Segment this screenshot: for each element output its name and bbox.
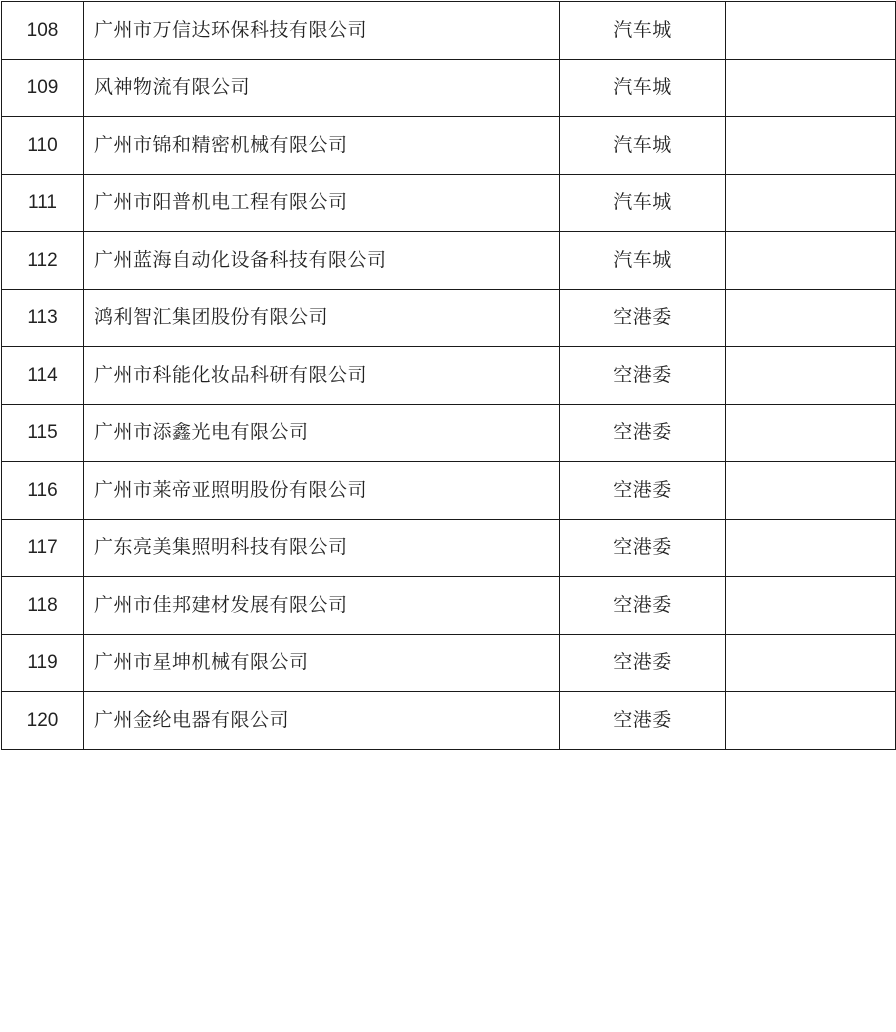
row-number: 110 — [2, 117, 84, 175]
table-row — [2, 59, 896, 117]
note-cell — [726, 347, 896, 405]
table-row — [2, 289, 896, 347]
note-cell — [726, 59, 896, 117]
row-number: 120 — [2, 692, 84, 750]
region: 空港委 — [560, 577, 726, 635]
region: 空港委 — [560, 289, 726, 347]
company-name: 广州市阳普机电工程有限公司 — [84, 174, 560, 232]
note-cell — [726, 289, 896, 347]
company-name: 广州金纶电器有限公司 — [84, 692, 560, 750]
row-number: 116 — [2, 462, 84, 520]
note-cell — [726, 2, 896, 60]
company-list-table — [1, 1, 896, 750]
note-cell — [726, 577, 896, 635]
table-row — [2, 347, 896, 405]
company-name: 风神物流有限公司 — [84, 59, 560, 117]
row-number: 113 — [2, 289, 84, 347]
row-number: 108 — [2, 2, 84, 60]
region: 汽车城 — [560, 59, 726, 117]
company-name: 广州市佳邦建材发展有限公司 — [84, 577, 560, 635]
company-name: 广州市添鑫光电有限公司 — [84, 404, 560, 462]
note-cell — [726, 404, 896, 462]
row-number: 112 — [2, 232, 84, 290]
note-cell — [726, 117, 896, 175]
row-number: 117 — [2, 519, 84, 577]
table-row — [2, 2, 896, 60]
note-cell — [726, 692, 896, 750]
region: 汽车城 — [560, 117, 726, 175]
table-row — [2, 174, 896, 232]
company-name: 广州市万信达环保科技有限公司 — [84, 2, 560, 60]
table-row — [2, 232, 896, 290]
region: 空港委 — [560, 692, 726, 750]
table-row — [2, 634, 896, 692]
company-list-body — [2, 2, 896, 750]
table-row — [2, 404, 896, 462]
region: 空港委 — [560, 347, 726, 405]
table-row — [2, 462, 896, 520]
company-name: 广州市莱帝亚照明股份有限公司 — [84, 462, 560, 520]
region: 空港委 — [560, 519, 726, 577]
region: 空港委 — [560, 404, 726, 462]
table-row — [2, 692, 896, 750]
region: 汽车城 — [560, 2, 726, 60]
table-row — [2, 519, 896, 577]
company-name: 广州市科能化妆品科研有限公司 — [84, 347, 560, 405]
region: 空港委 — [560, 462, 726, 520]
row-number: 115 — [2, 404, 84, 462]
row-number: 109 — [2, 59, 84, 117]
row-number: 114 — [2, 347, 84, 405]
table-row — [2, 577, 896, 635]
row-number: 119 — [2, 634, 84, 692]
row-number: 111 — [2, 174, 84, 232]
company-name: 广州市锦和精密机械有限公司 — [84, 117, 560, 175]
company-name: 鸿利智汇集团股份有限公司 — [84, 289, 560, 347]
company-name: 广东亮美集照明科技有限公司 — [84, 519, 560, 577]
note-cell — [726, 462, 896, 520]
note-cell — [726, 174, 896, 232]
region: 汽车城 — [560, 174, 726, 232]
note-cell — [726, 232, 896, 290]
company-name: 广州蓝海自动化设备科技有限公司 — [84, 232, 560, 290]
region: 空港委 — [560, 634, 726, 692]
note-cell — [726, 519, 896, 577]
table-row — [2, 117, 896, 175]
region: 汽车城 — [560, 232, 726, 290]
note-cell — [726, 634, 896, 692]
row-number: 118 — [2, 577, 84, 635]
company-name: 广州市星坤机械有限公司 — [84, 634, 560, 692]
